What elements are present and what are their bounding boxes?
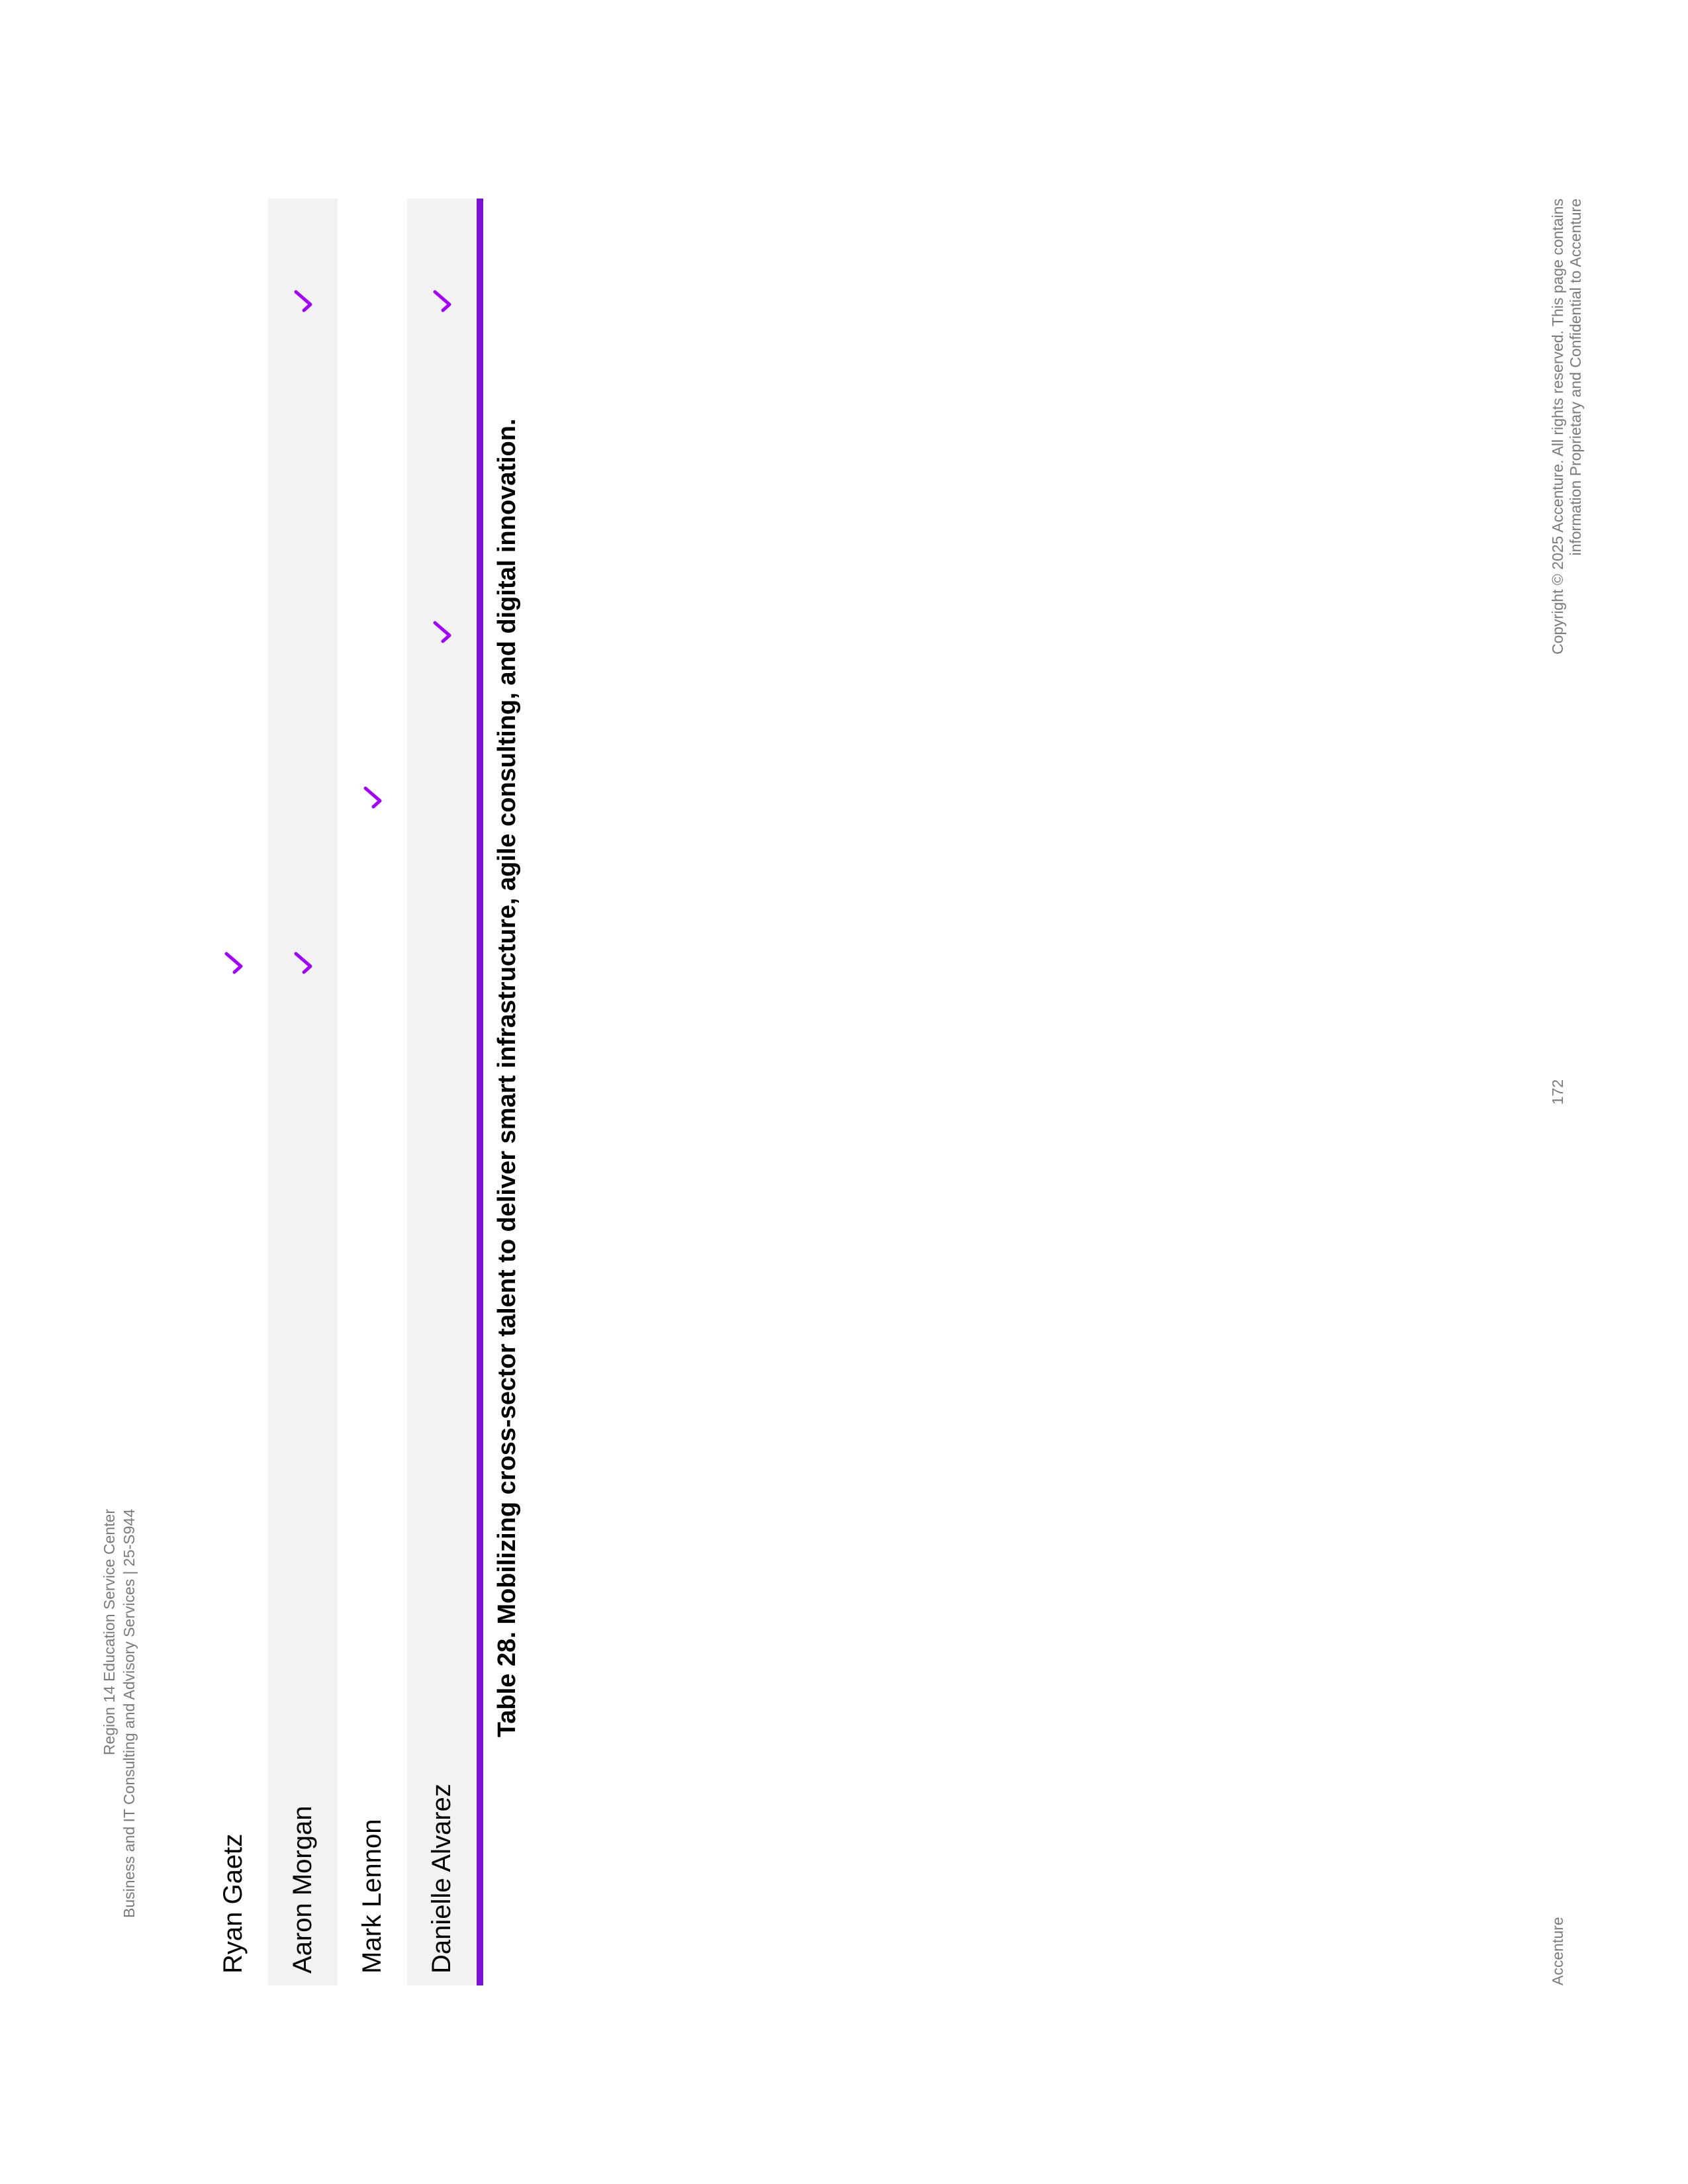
table-bottom-rule bbox=[477, 199, 483, 1985]
footer-company: Accenture bbox=[1549, 1917, 1566, 1985]
copyright-line-2: information Proprietary and Confidential to Accenture bbox=[1567, 199, 1584, 556]
check-icon bbox=[199, 946, 268, 979]
row-name: Ryan Gaetz bbox=[218, 1833, 248, 1974]
header-organization: Region 14 Education Service Center bbox=[101, 1509, 118, 1756]
page-number: 172 bbox=[1549, 1079, 1566, 1105]
table-caption: Table 28. Mobilizing cross-sector talent to deliver smart infrastructure, agile consulting, and digital innovation. bbox=[493, 418, 521, 1737]
header-project: Business and IT Consulting and Advisory Services | 25-S944 bbox=[120, 1509, 138, 1918]
check-icon bbox=[407, 615, 477, 649]
row-name: Danielle Alvarez bbox=[427, 1784, 456, 1974]
copyright-line-1: Copyright © 2025 Accenture. All rights reserved. This page contains bbox=[1549, 199, 1566, 655]
table-row bbox=[199, 199, 268, 1985]
check-icon bbox=[268, 285, 338, 318]
table-row bbox=[407, 199, 477, 1985]
check-icon bbox=[407, 285, 477, 318]
table-row bbox=[338, 199, 407, 1985]
check-icon bbox=[268, 946, 338, 979]
row-name: Mark Lennon bbox=[357, 1819, 387, 1974]
row-name: Aaron Morgan bbox=[288, 1805, 317, 1974]
personnel-table bbox=[199, 199, 477, 1985]
page-header bbox=[99, 1509, 139, 1985]
footer-copyright bbox=[1549, 199, 1585, 695]
table-row bbox=[268, 199, 338, 1985]
check-icon bbox=[338, 781, 407, 814]
